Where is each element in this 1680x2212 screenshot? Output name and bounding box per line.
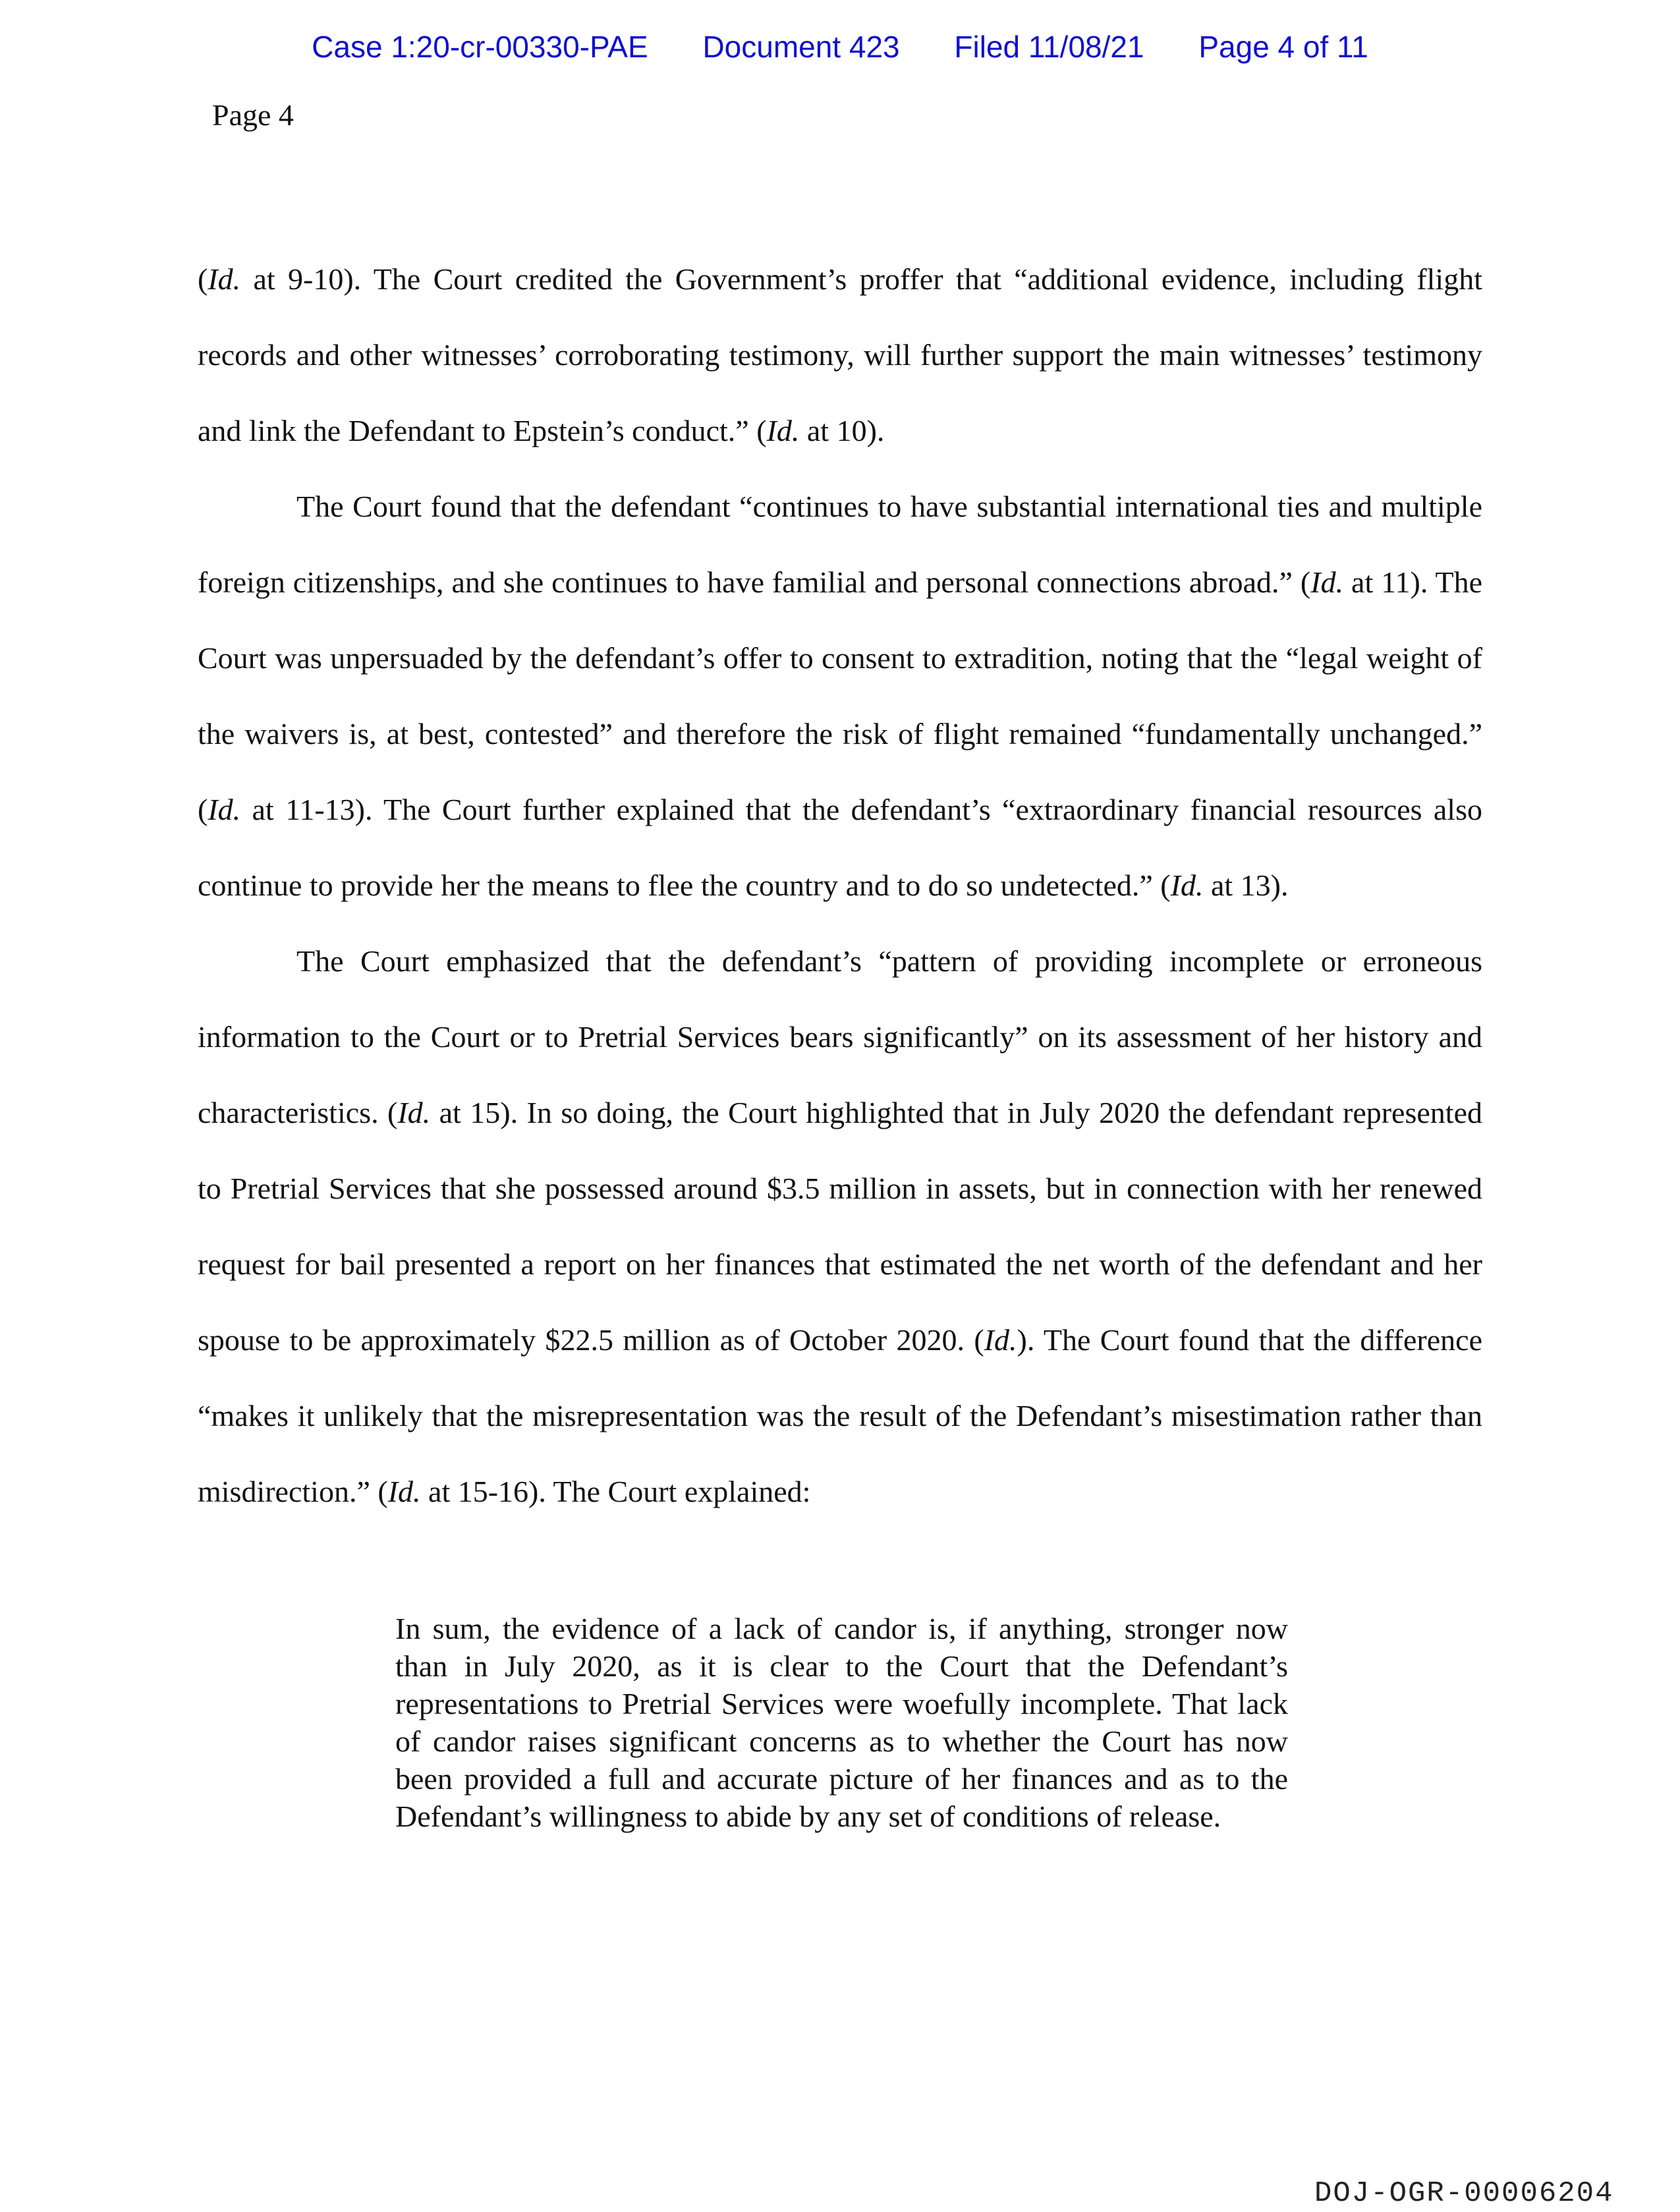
text-segment: at 13). — [1203, 868, 1289, 902]
text-segment: The Court emphasized that the defendant’s “pattern of providing incomplete or erroneous information to the Court or to Pretrial Services bears significantly” on its assessment of her history and characteristics. ( — [198, 944, 1482, 1129]
text-segment: at 15-16). The Court explained: — [420, 1475, 811, 1508]
page-count: Page 4 of 11 — [1198, 30, 1368, 64]
ecf-header-stamp — [0, 29, 1680, 65]
text-segment: ). The Court found that the difference “makes it unlikely that the misrepresentation was the result of the Defendant’s misestimation rather than misdirection.” ( — [198, 1323, 1482, 1508]
citation-id: Id. — [1170, 868, 1204, 902]
text-segment: at 10). — [799, 414, 885, 447]
page-label: Page 4 — [212, 98, 294, 132]
paragraph-1 — [198, 241, 1482, 468]
block-quote: In sum, the evidence of a lack of candor is, if anything, stronger now than in July 2020, as it is clear to the Court that the Defendant’s representations to Pretrial Services were woefully incomplete. That lack of candor raises significant concerns as to whether the Court has now been provided a full and accurate picture of her finances and as to the Defendant’s willingness to abide by any set of conditions of release. — [395, 1612, 1288, 1833]
bates-number: DOJ-OGR-00006204 — [1314, 2177, 1614, 2210]
body-text — [198, 241, 1482, 1529]
citation-id: Id. — [387, 1475, 421, 1508]
text-segment: at 9-10). The Court credited the Government’s proffer that “additional evidence, including flight records and other witnesses’ corroborating testimony, will further support the main witnesses’ testimony and link the Defendant to Epstein’s conduct.” ( — [198, 262, 1482, 447]
citation-id: Id. — [984, 1323, 1017, 1357]
citation-id: Id. — [208, 793, 241, 826]
document-number: Document 423 — [702, 30, 900, 64]
citation-id: Id. — [1310, 565, 1344, 599]
filed-date: Filed 11/08/21 — [954, 30, 1144, 64]
text-segment: at 11). The Court was unpersuaded by the defendant’s offer to consent to extradition, noting that the “legal weight of the waivers is, at best, contested” and therefore the risk of flight remained “fundamentally unchanged.” ( — [198, 565, 1482, 826]
text-segment: at 11-13). The Court further explained that the defendant’s “extraordinary financial resources also continue to provide her the means to flee the country and to do so undetected.” ( — [198, 793, 1482, 902]
text-segment: at 15). In so doing, the Court highlighted that in July 2020 the defendant represented to Pretrial Services that she possessed around $3.5 million in assets, but in connection with her renewed request for bail presented a report on her finances that estimated the net worth of the defendant and her spouse to be approximately $22.5 million as of October 2020. ( — [198, 1096, 1482, 1357]
paragraph-3 — [198, 923, 1482, 1529]
citation-id: Id. — [397, 1096, 431, 1129]
paragraph-2 — [198, 468, 1482, 923]
case-number: Case 1:20-cr-00330-PAE — [312, 30, 648, 64]
citation-id: Id. — [766, 414, 800, 447]
text-segment: The Court found that the defendant “continues to have substantial international ties and multiple foreign citizenships, and she continues to have familial and personal connections abroad.” ( — [198, 490, 1482, 599]
text-segment: ( — [198, 262, 208, 296]
citation-id: Id. — [208, 262, 241, 296]
